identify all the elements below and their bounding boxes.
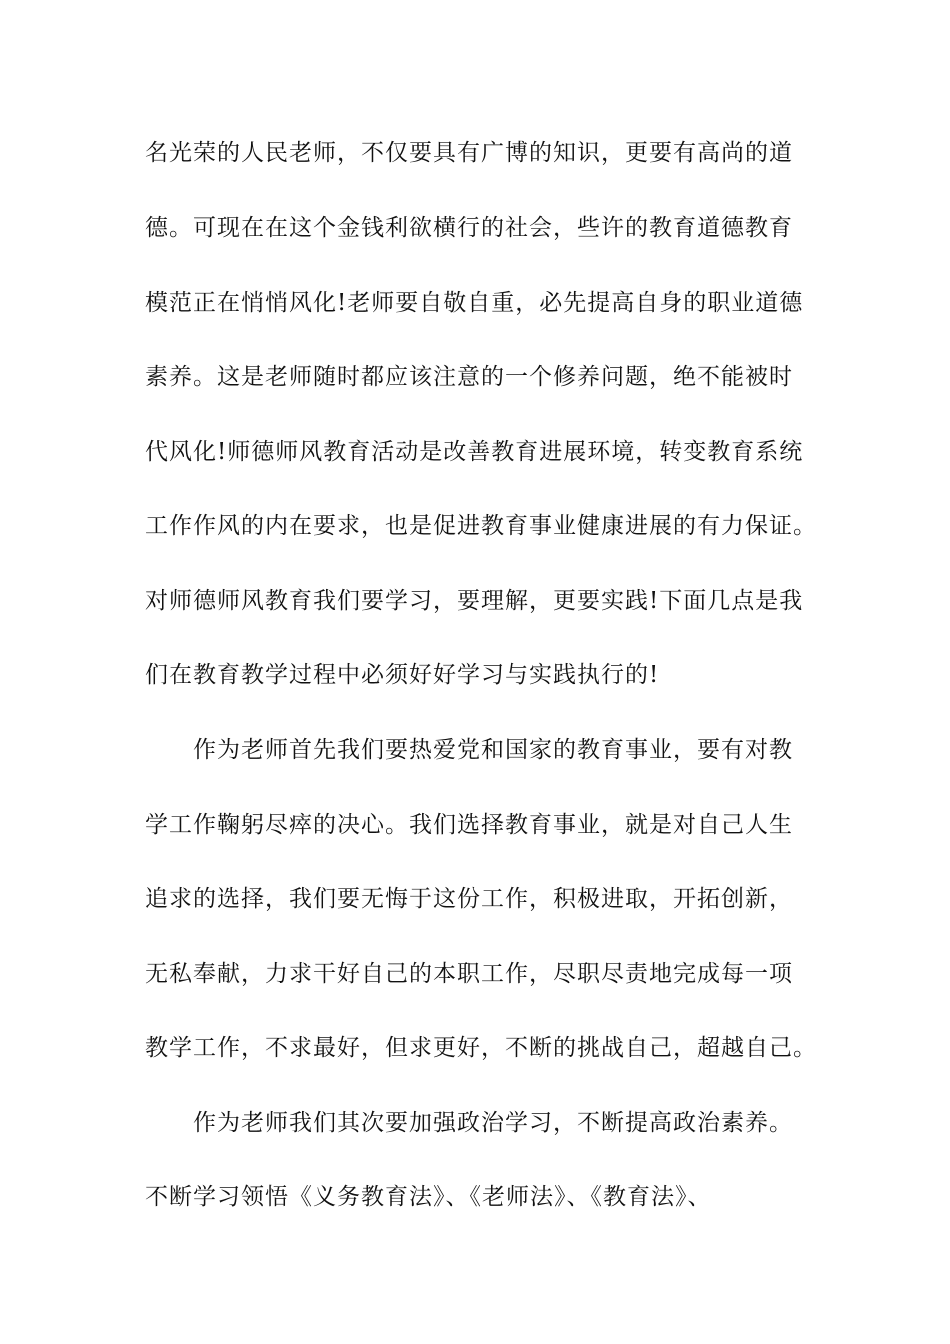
text-line: 对师德师风教育我们要学习，要理解，更要实践!下面几点是我 bbox=[145, 588, 804, 614]
text-line: 教学工作，不求最好，但求更好，不断的挑战自己，超越自己。 bbox=[145, 1035, 817, 1061]
text-line: 们在教育教学过程中必须好好学习与实践执行的! bbox=[145, 662, 660, 688]
paragraph-first-line: 作为老师首先我们要热爱党和国家的教育事业，要有对教 bbox=[193, 737, 793, 763]
text-line: 学工作鞠躬尽瘁的决心。我们选择教育事业，就是对自己人生 bbox=[145, 812, 793, 838]
text-line: 无私奉献，力求干好自己的本职工作，尽职尽责地完成每一项 bbox=[145, 961, 793, 987]
text-line: 追求的选择，我们要无悔于这份工作，积极进取，开拓创新， bbox=[145, 886, 793, 912]
paragraph-first-line: 作为老师我们其次要加强政治学习，不断提高政治素养。 bbox=[193, 1110, 793, 1136]
text-line: 工作作风的内在要求，也是促进教育事业健康进展的有力保证。 bbox=[145, 513, 817, 539]
text-line: 不断学习领悟《义务教育法》、《老师法》、《教育法》、 bbox=[145, 1184, 712, 1210]
text-line: 名光荣的人民老师，不仅要具有广博的知识，更要有高尚的道 bbox=[145, 140, 793, 166]
text-line: 德。可现在在这个金钱利欲横行的社会，些许的教育道德教育 bbox=[145, 215, 793, 241]
text-line: 素养。这是老师随时都应该注意的一个修养问题，绝不能被时 bbox=[145, 364, 793, 390]
text-line: 代风化!师德师风教育活动是改善教育进展环境，转变教育系统 bbox=[145, 439, 804, 465]
text-line: 模范正在悄悄风化!老师要自敬自重，必先提高自身的职业道德 bbox=[145, 290, 804, 316]
